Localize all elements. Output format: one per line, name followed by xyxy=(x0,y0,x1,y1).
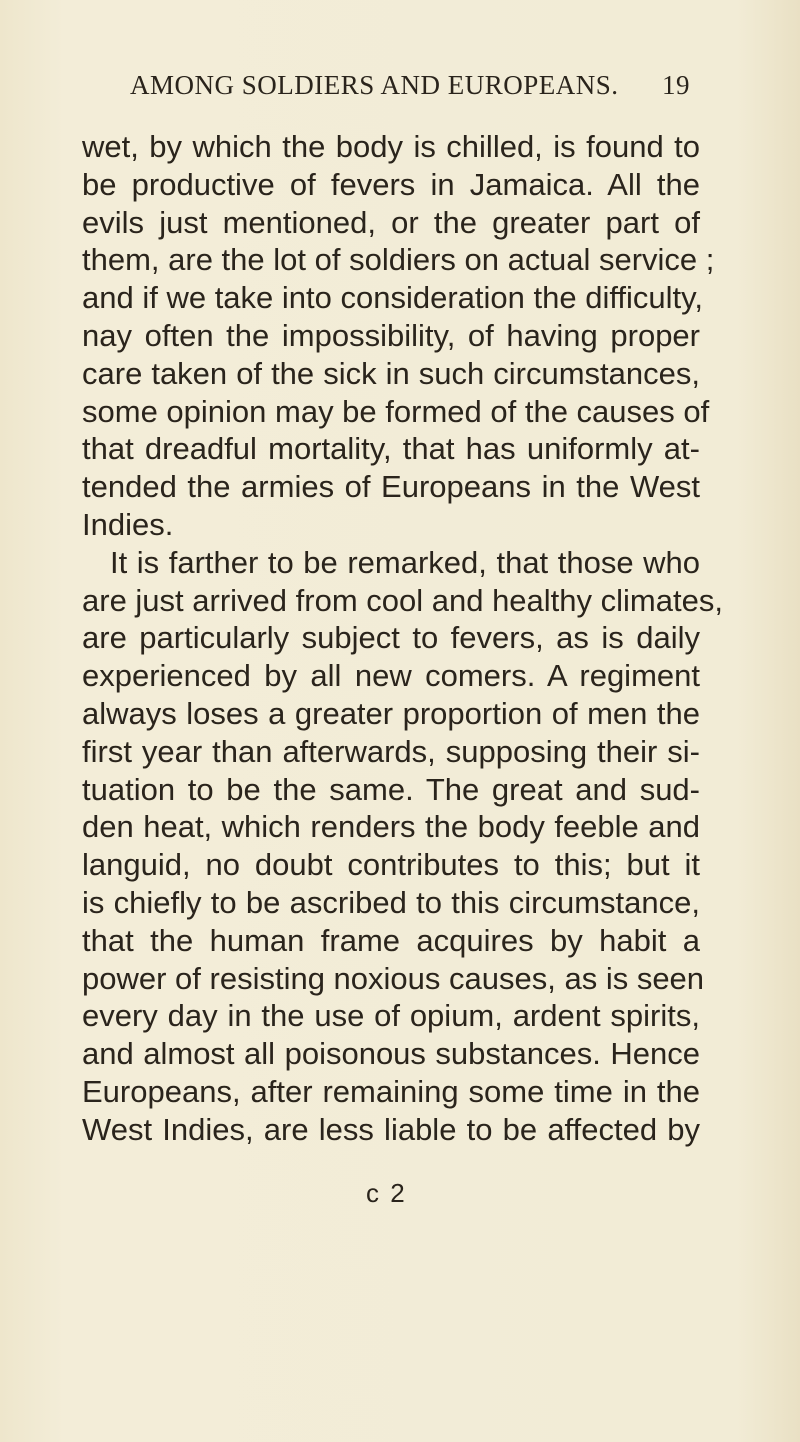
text-line: power of resisting noxious causes, as is seen xyxy=(82,960,705,996)
text-line: Indies. xyxy=(82,506,174,542)
signature-mark: c 2 xyxy=(366,1178,407,1208)
text-line: tuation to be the same. The great and sud- xyxy=(82,771,700,807)
running-title: AMONG SOLDIERS AND EUROPEANS. xyxy=(130,70,619,100)
text-line: always loses a greater proportion of men the xyxy=(82,695,700,731)
page-number: 19 xyxy=(662,70,690,100)
text-line: care taken of the sick in such circumstances, xyxy=(82,355,700,391)
running-head xyxy=(130,70,690,101)
paragraph-start-line: It is farther to be remarked, that those who xyxy=(110,544,700,580)
text-line: that the human frame acquires by habit a xyxy=(82,922,700,958)
text-line: experienced by all new comers. A regiment xyxy=(82,658,700,694)
text-line: West Indies, are less liable to be affected by xyxy=(82,1111,700,1147)
text-line: Europeans, after remaining some time in the xyxy=(82,1073,700,1109)
text-line: and if we take into consideration the difficulty, xyxy=(82,280,703,316)
text-line: nay often the impossibility, of having proper xyxy=(82,317,700,353)
body-text xyxy=(82,128,723,1149)
text-line: and almost all poisonous substances. Hence xyxy=(82,1036,700,1072)
text-line: every day in the use of opium, ardent spirits, xyxy=(82,998,700,1034)
text-line: that dreadful mortality, that has uniformly at- xyxy=(82,431,700,467)
text-line: first year than afterwards, supposing their si- xyxy=(82,733,700,769)
text-line: wet, by which the body is chilled, is found to xyxy=(82,129,700,164)
text-line: tended the armies of Europeans in the West xyxy=(82,469,700,505)
text-line: are just arrived from cool and healthy climates, xyxy=(82,582,723,618)
text-line: evils just mentioned, or the greater part of xyxy=(82,204,700,240)
text-line: some opinion may be formed of the causes of xyxy=(82,393,710,429)
text-line: them, are the lot of soldiers on actual service ; xyxy=(82,242,715,278)
text-line: is chiefly to be ascribed to this circumstance, xyxy=(82,884,700,920)
text-line: den heat, which renders the body feeble and xyxy=(82,809,700,845)
text-line: be productive of fevers in Jamaica. All the xyxy=(82,166,700,202)
text-line: languid, no doubt contributes to this; but it xyxy=(82,847,700,883)
text-line: are particularly subject to fevers, as is daily xyxy=(82,620,700,656)
